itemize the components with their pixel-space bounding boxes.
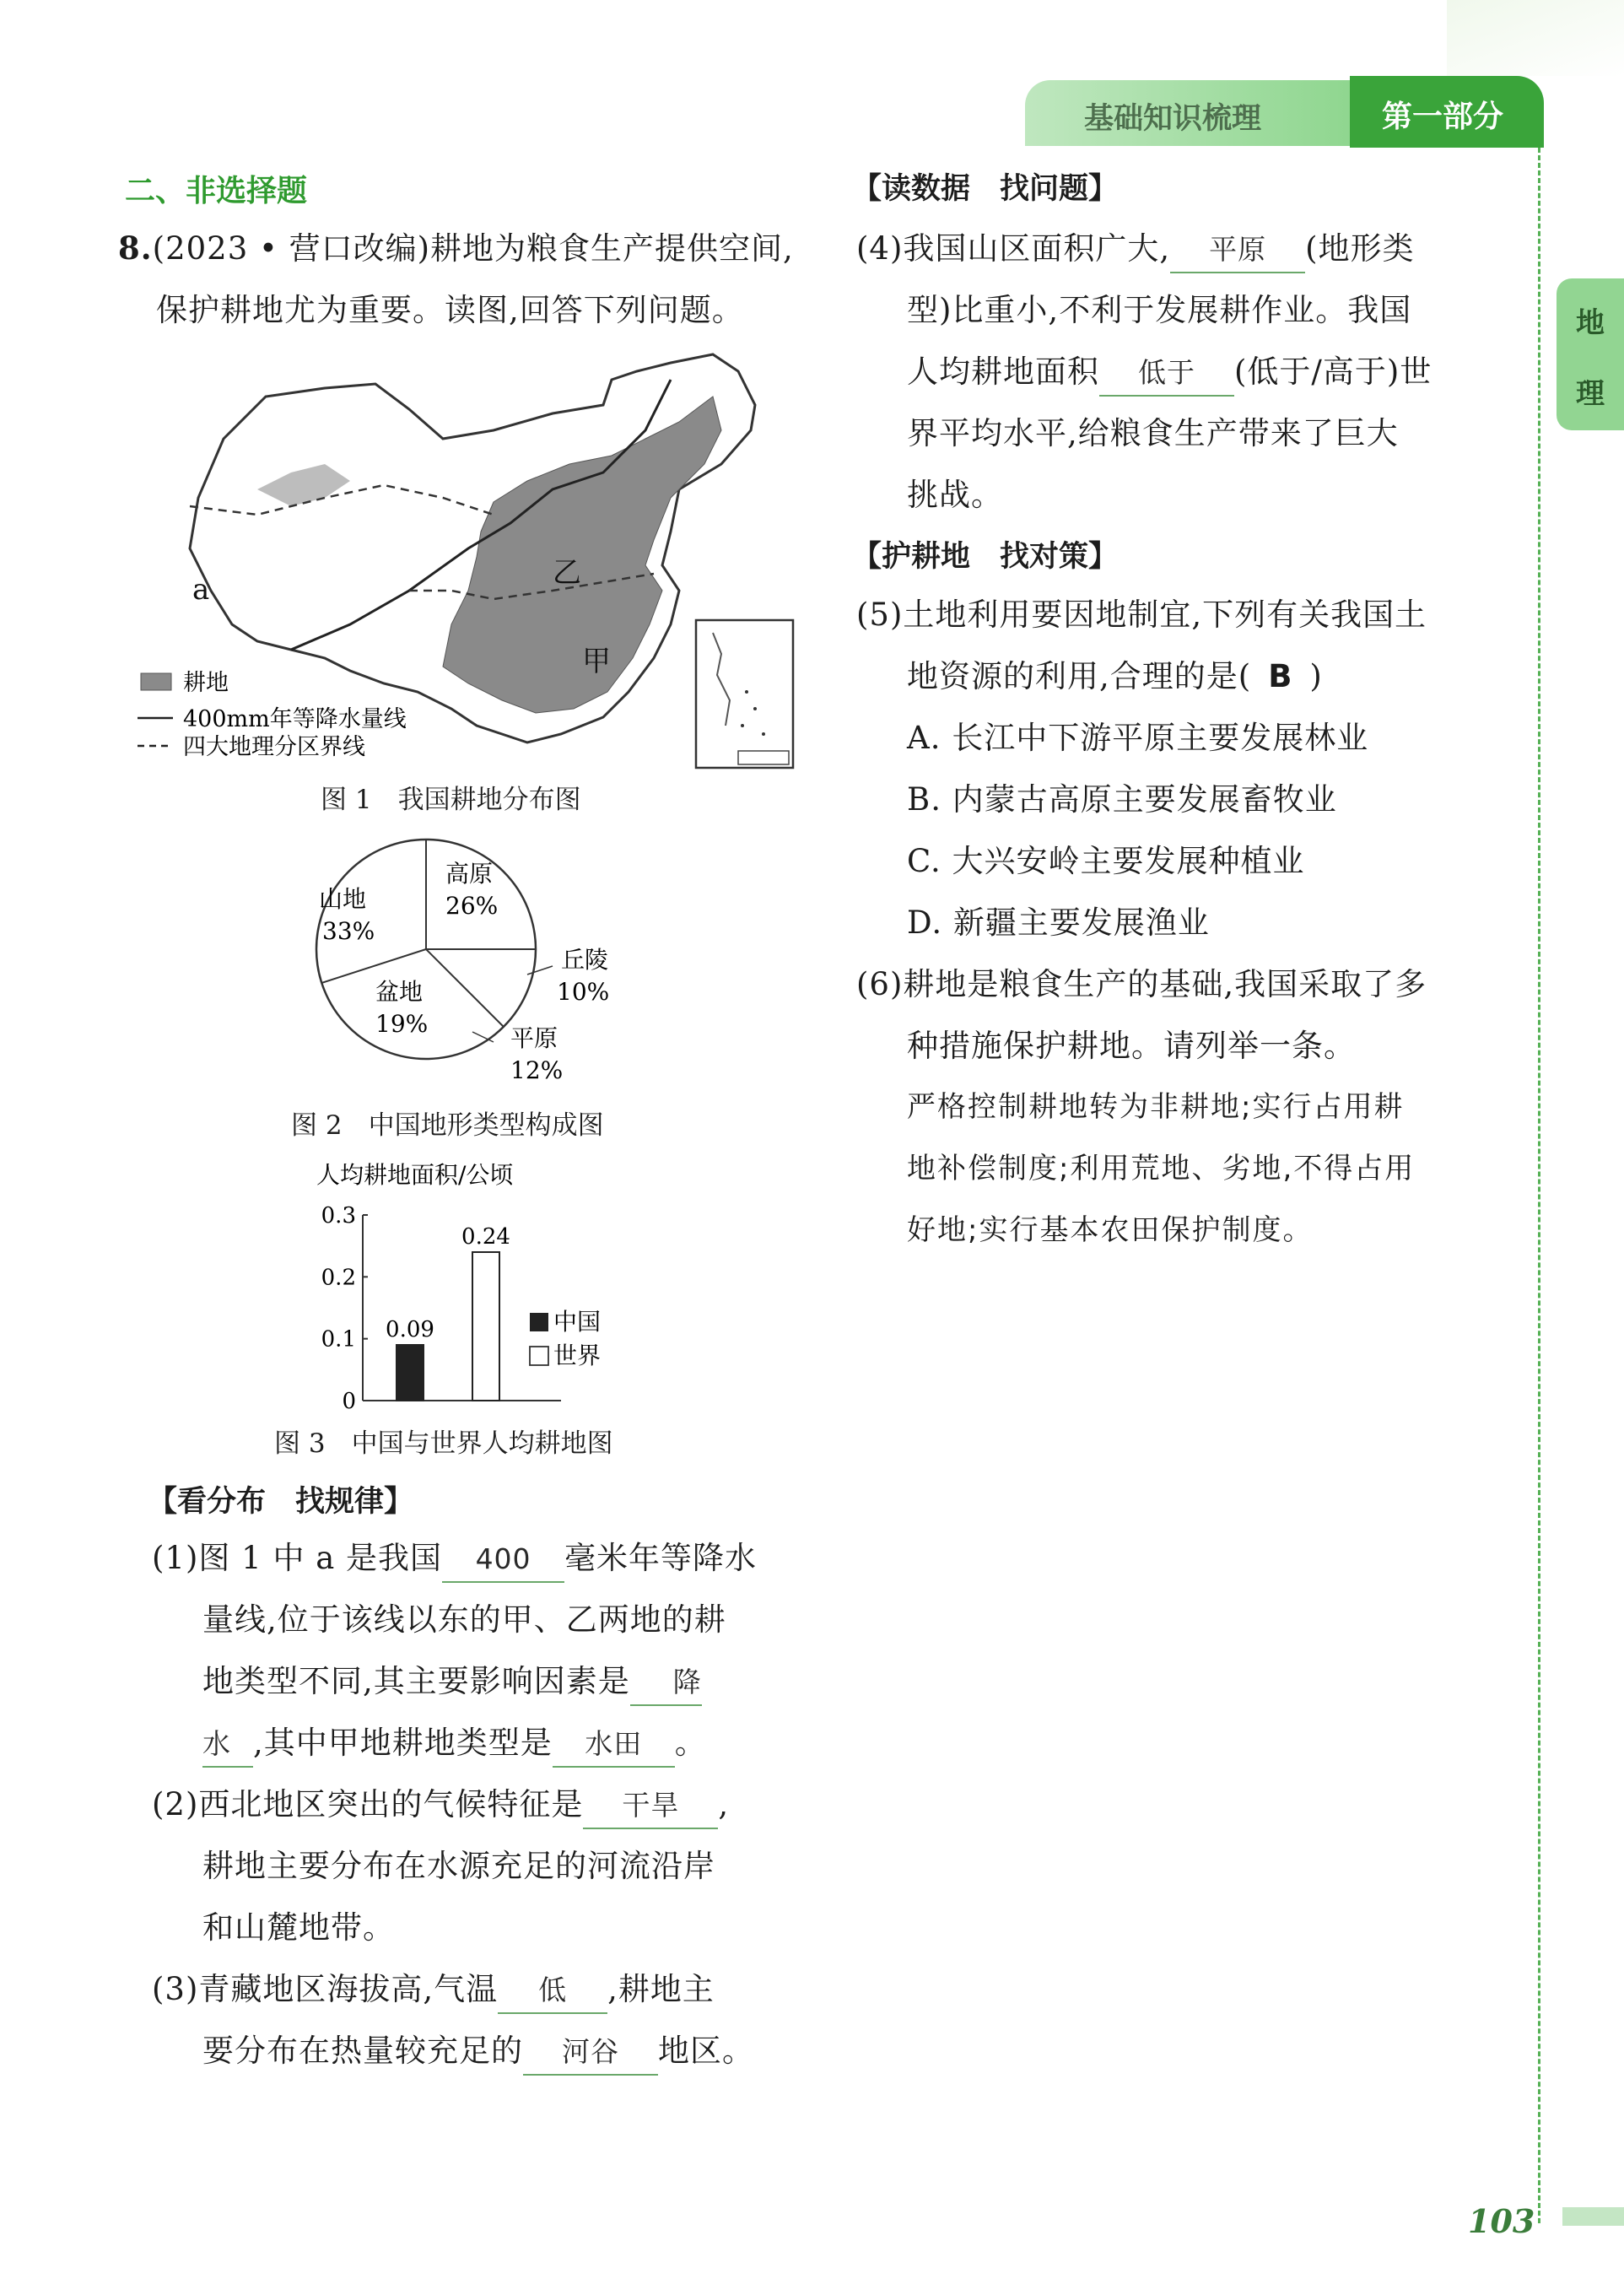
q3-line1: (3)青藏地区海拔高,气温 低 ,耕地主	[152, 1958, 715, 2020]
section-title: 二、非选择题	[125, 174, 308, 208]
bar-china	[397, 1345, 424, 1401]
figure-2-caption: 图 2 中国地形类型构成图	[291, 1110, 604, 1141]
q4-line3: 人均耕地面积 低于 (低于/高于)世	[907, 341, 1432, 402]
option-b: B. 内蒙古高原主要发展畜牧业	[907, 781, 1337, 818]
q4-line5: 挑战。	[907, 477, 1003, 513]
q5-line2: 地资源的利用,合理的是( B )	[907, 658, 1323, 694]
cropland-distribution-map	[131, 337, 814, 776]
margin-dashed-line	[1538, 148, 1540, 2223]
y-tick-label: 0	[342, 1389, 356, 1409]
map-label-jia: 甲	[582, 645, 611, 678]
answer-blank: 低	[498, 1968, 607, 2014]
y-tick-label: 0.1	[321, 1326, 356, 1353]
legend-china: 中国	[553, 1308, 602, 1336]
slice-label-plain: 平原	[510, 1024, 558, 1052]
q4-line4: 界平均水平,给粮食生产带来了巨大	[907, 415, 1399, 451]
subject-side-tab: 地 理	[1557, 278, 1624, 430]
question-8-stem: 8.(2023 • 营口改编)耕地为粮食生产提供空间,	[118, 229, 794, 267]
q6-line1: (6)耕地是粮食生产的基础,我国采取了多	[856, 966, 1427, 1002]
q1-line3: 地类型不同,其主要影响因素是 降	[202, 1650, 702, 1712]
legend-swatch-cropland	[141, 673, 171, 690]
south-china-sea-inset	[696, 620, 793, 768]
map-label-a: a	[192, 573, 210, 607]
answer-blank: 低于	[1099, 351, 1234, 397]
q6-line2: 种措施保护耕地。请列举一条。	[907, 1028, 1356, 1064]
chart-title: 人均耕地面积/公顷	[316, 1161, 514, 1189]
legend-cropland: 耕地	[183, 670, 229, 696]
slice-value-basin: 19%	[375, 1010, 429, 1038]
q2-line2: 耕地主要分布在水源充足的河流沿岸	[202, 1848, 715, 1884]
slice-label-hills: 丘陵	[561, 946, 609, 974]
legend-swatch-world	[530, 1347, 548, 1365]
q3-line2: 要分布在热量较充足的 河谷 地区。	[202, 2020, 754, 2082]
answer-blank: 水	[202, 1722, 253, 1768]
bar-value-label: 0.09	[386, 1317, 434, 1342]
page-number-bar	[1562, 2207, 1624, 2226]
option-d: D. 新疆主要发展渔业	[907, 904, 1210, 941]
slice-label-basin: 盆地	[375, 978, 424, 1006]
q2-line3: 和山麓地带。	[202, 1909, 395, 1946]
slice-value-mountain: 33%	[322, 917, 375, 945]
q1-line1: (1)图 1 中 a 是我国 400 毫米年等降水	[152, 1527, 757, 1589]
option-c: C. 大兴安岭主要发展种植业	[907, 843, 1305, 879]
answer-blank: 干旱	[583, 1784, 718, 1829]
slice-value-plain: 12%	[510, 1056, 564, 1084]
option-a: A. 长江中下游平原主要发展林业	[907, 720, 1369, 756]
q6-answer-line2: 地补偿制度;利用荒地、劣地,不得占用	[907, 1152, 1416, 1185]
bar-value-label: 0.24	[461, 1224, 510, 1250]
heading-distribution: 【看分布 找规律】	[148, 1485, 414, 1519]
q5-answer: B	[1268, 658, 1293, 694]
slice-value-plateau: 26%	[445, 892, 499, 920]
y-tick-label: 0.2	[321, 1265, 356, 1291]
q4-line1: (4)我国山区面积广大, 平原 (地形类	[856, 218, 1415, 279]
heading-data: 【读数据 找问题】	[852, 172, 1119, 206]
answer-blank: 河谷	[523, 2030, 658, 2076]
question-8-stem-line2: 保护耕地尤为重要。读图,回答下列问题。	[156, 292, 744, 328]
legend-swatch-china	[530, 1313, 548, 1331]
slice-label-plateau: 高原	[445, 860, 494, 888]
answer-blank: 水田	[553, 1722, 675, 1768]
figure-3-caption: 图 3 中国与世界人均耕地图	[274, 1428, 613, 1459]
terrain-pie-chart	[304, 831, 641, 1093]
question-number: 8.	[118, 229, 153, 267]
header-section-tab: 基础知识梳理	[1025, 80, 1354, 146]
q4-line2: 型)比重小,不利于发展耕作业。我国	[907, 292, 1412, 328]
slice-value-hills: 10%	[557, 978, 610, 1006]
answer-blank: 降	[630, 1660, 702, 1706]
q1-line4: 水 ,其中甲地耕地类型是 水田 。	[202, 1712, 707, 1774]
bar-world	[472, 1252, 499, 1401]
heading-protect: 【护耕地 找对策】	[852, 540, 1119, 574]
header-part-tab: 第一部分	[1350, 76, 1544, 148]
q6-answer-line1: 严格控制耕地转为非耕地;实行占用耕	[907, 1090, 1405, 1124]
legend-400mm-line: 400mm年等降水量线	[183, 706, 407, 732]
q6-answer-line3: 好地;实行基本农田保护制度。	[907, 1213, 1314, 1247]
figure-1-caption: 图 1 我国耕地分布图	[321, 785, 581, 815]
answer-blank: 400	[442, 1537, 564, 1583]
q5-line1: (5)土地利用要因地制宜,下列有关我国土	[856, 597, 1427, 633]
map-label-yi: 乙	[553, 556, 581, 590]
answer-blank: 平原	[1170, 228, 1305, 273]
q2-line1: (2)西北地区突出的气候特征是 干旱 ,	[152, 1774, 729, 1835]
slice-label-mountain: 山地	[319, 885, 367, 913]
per-capita-cropland-bar-chart	[304, 1156, 658, 1409]
corner-decoration	[1447, 0, 1624, 76]
q1-line2: 量线,位于该线以东的甲、乙两地的耕	[202, 1601, 726, 1638]
y-tick-label: 0.3	[321, 1203, 356, 1228]
legend-world: 世界	[553, 1342, 602, 1369]
page-number: 103	[1468, 2202, 1535, 2240]
legend-region-boundary: 四大地理分区界线	[183, 734, 365, 760]
